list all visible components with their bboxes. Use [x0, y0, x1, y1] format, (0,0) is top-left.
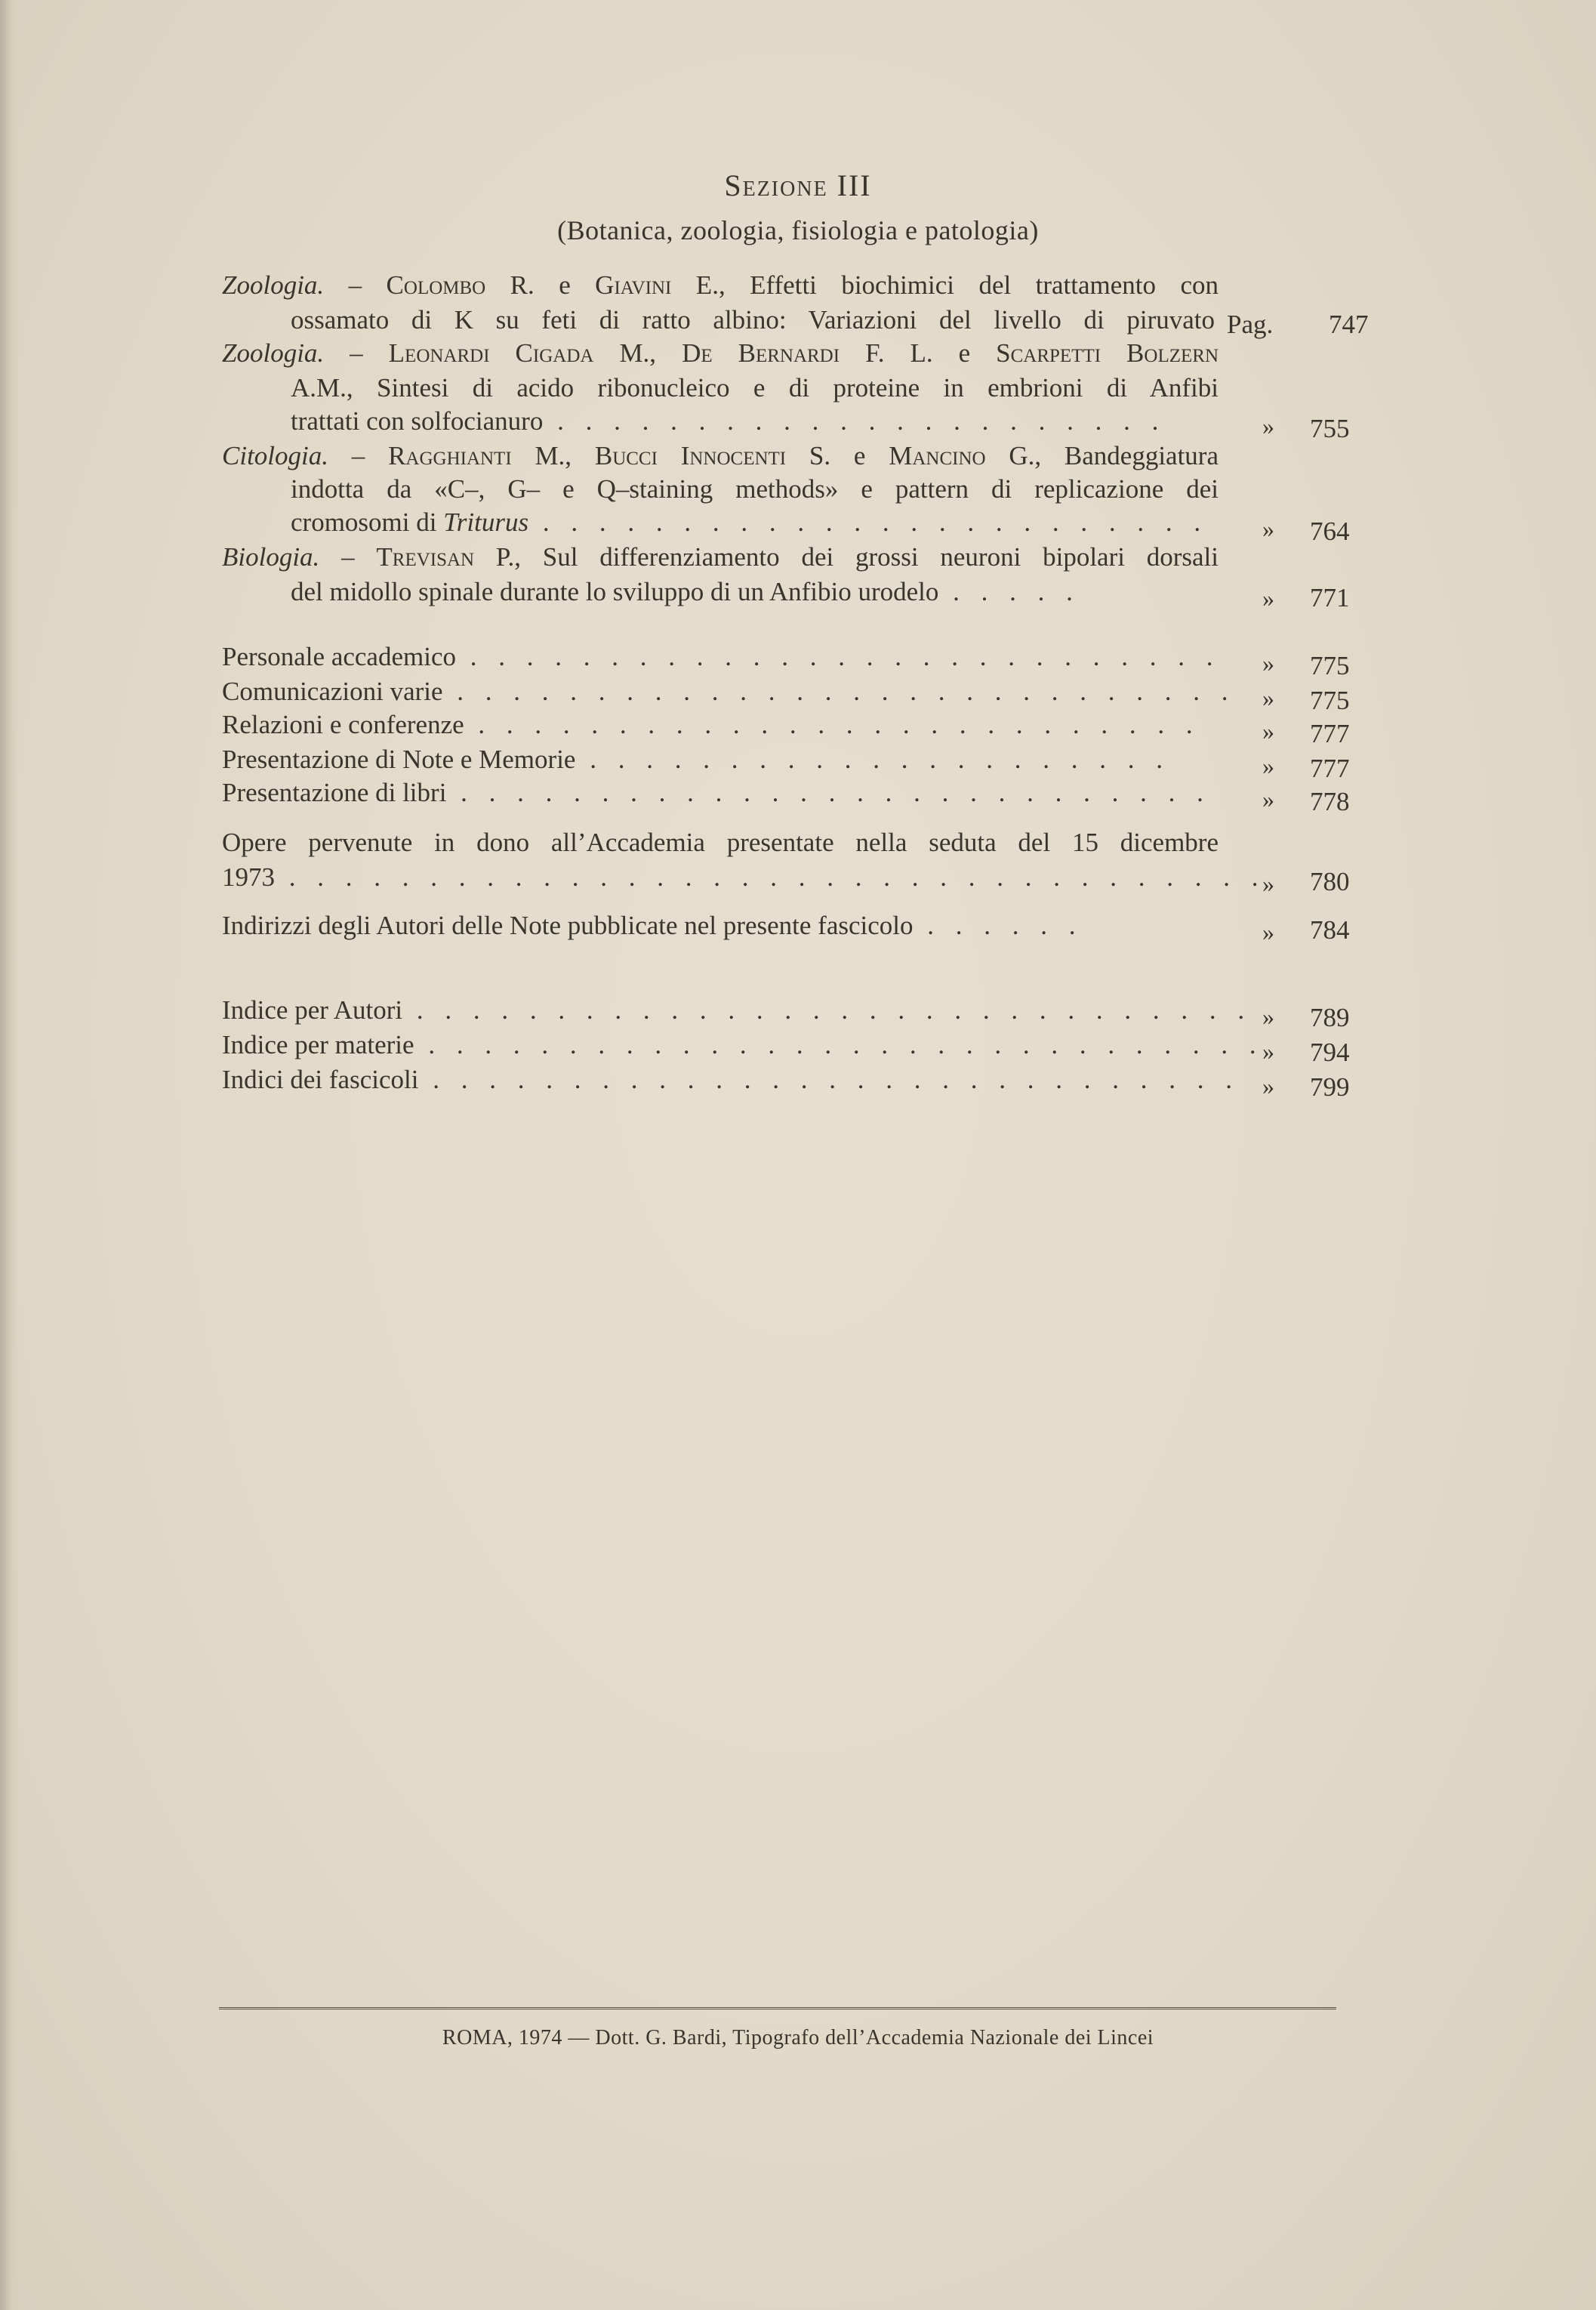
- page-number: 780: [1310, 867, 1350, 896]
- leader-dots: . . . . . . . . . . . . . . . . . . . . . .: [543, 406, 1166, 436]
- leader-dots: . . . . . . . . . . . . . . . . . . . . . . . . . . . . . . . . . . .: [275, 862, 1266, 892]
- toc-index-line: Indice per materie . . . . . . . . . . . . . . . . . . . . . . . . . . . . . .: [222, 1030, 1264, 1059]
- ditto-mark: »: [1262, 870, 1274, 897]
- toc-entry-line: Citologia. – Ragghianti M., Bucci Innocenti S. e Mancino G., Bandeggiatura: [222, 441, 1219, 470]
- toc-misc-line: Presentazione di libri . . . . . . . . . . . . . . . . . . . . . . . . . . .: [222, 778, 1211, 807]
- ditto-mark: »: [1262, 785, 1274, 813]
- toc-entry-line: Zoologia. – Leonardi Cigada M., De Bernardi F. L. e Scarpetti Bolzern: [222, 338, 1219, 368]
- toc-entry-line: A.M., Sintesi di acido ribonucleico e di proteine in embrioni di Anfibi: [291, 373, 1219, 402]
- leader-dots: . . . . . .: [913, 911, 1083, 940]
- page-number: 799: [1310, 1072, 1350, 1102]
- toc-opere-line: 1973 . . . . . . . . . . . . . . . . . . . . . . . . . . . . . . . . . . .: [222, 862, 1266, 892]
- section-title: Sezione III: [724, 168, 872, 202]
- leader-dots: . . . . .: [938, 577, 1080, 606]
- printer-imprint: ROMA, 1974 — Dott. G. Bardi, Tipografo dell’Accademia Nazionale dei Lincei: [442, 2026, 1154, 2049]
- footer-rule: [219, 2007, 1336, 2009]
- leader-dots: . . . . . . . . . . . . . . . . . . . . . . . . . . . .: [442, 677, 1236, 706]
- page-number: 755: [1310, 414, 1350, 443]
- ditto-mark: »: [1262, 717, 1274, 745]
- leader-dots: . . . . . . . . . . . . . . . . . . . . . . . . . .: [464, 710, 1200, 739]
- ditto-mark: »: [1262, 412, 1274, 439]
- page-number: 775: [1310, 651, 1350, 680]
- leader-dots: . . . . . . . . . . . . . . . . . . . . . . . . . . . . .: [418, 1065, 1240, 1094]
- ditto-mark: »: [1262, 584, 1274, 612]
- toc-misc-line: Relazioni e conferenze . . . . . . . . . . . . . . . . . . . . . . . . . .: [222, 710, 1200, 739]
- ditto-mark: »: [1262, 1003, 1274, 1030]
- page-number: 775: [1310, 686, 1350, 715]
- page-number: 794: [1310, 1038, 1350, 1067]
- page-number: 778: [1310, 787, 1350, 816]
- toc-entry-line: Zoologia. – Colombo R. e Giavini E., Effetti biochimici del trattamento con: [222, 270, 1219, 300]
- toc-opere-line: Opere pervenute in dono all’Accademia presentate nella seduta del 15 dicembre: [222, 828, 1219, 857]
- toc-misc-line: Presentazione di Note e Memorie . . . . . . . . . . . . . . . . . . . . .: [222, 745, 1170, 774]
- toc-entry-line: ossamato di K su feti di ratto albino: Variazioni del livello di piruvato: [291, 305, 1215, 335]
- page-number: 789: [1310, 1003, 1350, 1032]
- section-subtitle: (Botanica, zoologia, fisiologia e patologia): [557, 215, 1039, 245]
- leader-dots: . . . . . . . . . . . . . . . . . . . . . . . . . . .: [446, 778, 1211, 807]
- toc-indirizzi-line: Indirizzi degli Autori delle Note pubblicate nel presente fascicolo . . . . . .: [222, 911, 1083, 940]
- toc-entry-line: indotta da «C–, G– e Q–staining methods» e pattern di replicazione dei: [291, 474, 1219, 504]
- page-number: 771: [1310, 583, 1350, 612]
- leader-dots: . . . . . . . . . . . . . . . . . . . . . . . . . . . . . .: [402, 995, 1252, 1025]
- toc-entry-line: del midollo spinale durante lo sviluppo di un Anfibio urodelo . . . . .: [291, 577, 1080, 606]
- toc-entry-line: Biologia. – Trevisan P., Sul differenziamento dei grossi neuroni bipolari dorsali: [222, 542, 1219, 572]
- toc-entry-line: cromosomi di Triturus . . . . . . . . . . . . . . . . . . . . . . . .: [291, 507, 1209, 537]
- page-number: 784: [1310, 915, 1350, 945]
- ditto-mark: »: [1262, 1038, 1274, 1065]
- ditto-mark: »: [1262, 515, 1274, 542]
- ditto-mark: »: [1262, 752, 1274, 779]
- page-number: 747: [1329, 310, 1369, 339]
- page-label: Pag.: [1227, 310, 1274, 339]
- leader-dots: . . . . . . . . . . . . . . . . . . . . .: [575, 745, 1170, 774]
- ditto-mark: »: [1262, 918, 1274, 945]
- leader-dots: . . . . . . . . . . . . . . . . . . . . . . . . . . .: [455, 642, 1221, 671]
- toc-entry-line: trattati con solfocianuro . . . . . . . . . . . . . . . . . . . . . .: [291, 406, 1166, 436]
- leader-dots: . . . . . . . . . . . . . . . . . . . . . . . . . . . . . .: [414, 1030, 1264, 1059]
- page-number: 777: [1310, 719, 1350, 748]
- toc-index-line: Indice per Autori . . . . . . . . . . . . . . . . . . . . . . . . . . . . . .: [222, 995, 1252, 1025]
- page-binding-edge: [0, 0, 20, 2310]
- ditto-mark: »: [1262, 684, 1274, 711]
- ditto-mark: »: [1262, 649, 1274, 677]
- toc-misc-line: Comunicazioni varie . . . . . . . . . . . . . . . . . . . . . . . . . . . .: [222, 677, 1236, 706]
- page-number: 764: [1310, 517, 1350, 546]
- toc-misc-line: Personale accademico . . . . . . . . . . . . . . . . . . . . . . . . . . .: [222, 642, 1221, 671]
- leader-dots: . . . . . . . . . . . . . . . . . . . . . . . .: [528, 507, 1209, 537]
- ditto-mark: »: [1262, 1072, 1274, 1099]
- page-number: 777: [1310, 754, 1350, 783]
- toc-index-line: Indici dei fascicoli . . . . . . . . . . . . . . . . . . . . . . . . . . . . .: [222, 1065, 1240, 1094]
